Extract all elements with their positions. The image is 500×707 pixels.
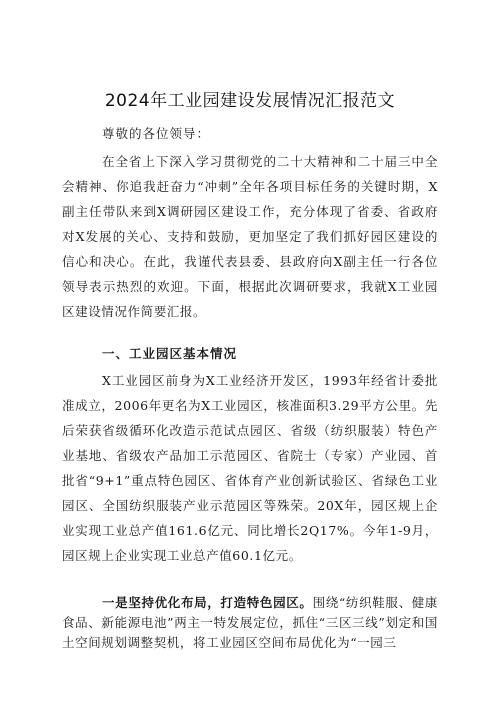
section-paragraph: X工业园区前身为X工业经济开发区，1993年经省计委批准成立，2006年更名为X工业园区，核准面积3.29平方公里。先后荣获省级循环化改造示范试点园区、省级（纺织服装）特色产业基地、省级农产品加工示范园区、省院士（专家）产业园、首批省“9+1”重点特色园区、省体育产业创新试验区、省绿色工业园区、全国纺织服装产业示范园区等殊荣。20X年，园区规上企业实现工业总产值161.6亿元、同比增长2Q17%。今年1-9月，园区规上企业实现工业总产值60.1亿元。 bbox=[62, 373, 438, 563]
point-text: 围绕“纺织鞋服、健康食品、新能源电池”两主一特发展定位，抓住“三区三线”划定和国土空间规划调整契机，将工业园区空间布局优化为“一园三 bbox=[62, 595, 438, 650]
salutation: 尊敬的各位领导： bbox=[102, 126, 211, 141]
intro-paragraph: 在全省上下深入学习贯彻党的二十大精神和二十届三中全会精神、你追我赶奋力“冲刺”全年各项目标任务的关键时期，X副主任带队来到X调研园区建设工作，充分体现了省委、省政府对X发展的关心、支持和鼓励，更加坚定了我们抓好园区建设的信心和决心。在此，我谨代表县委、县政府向X副主任一行各位领导表示热烈的欢迎。下面，根据此次调研要求，我就X工业园区建设情况作简要汇报。 bbox=[62, 154, 438, 319]
document-title: 2024年工业园建设发展情况汇报范文 bbox=[104, 91, 396, 111]
point-lead: 一是坚持优化布局，打造特色园区。 bbox=[102, 595, 313, 610]
section-heading: 一、工业园区基本情况 bbox=[102, 346, 238, 361]
point-paragraph bbox=[62, 593, 438, 653]
